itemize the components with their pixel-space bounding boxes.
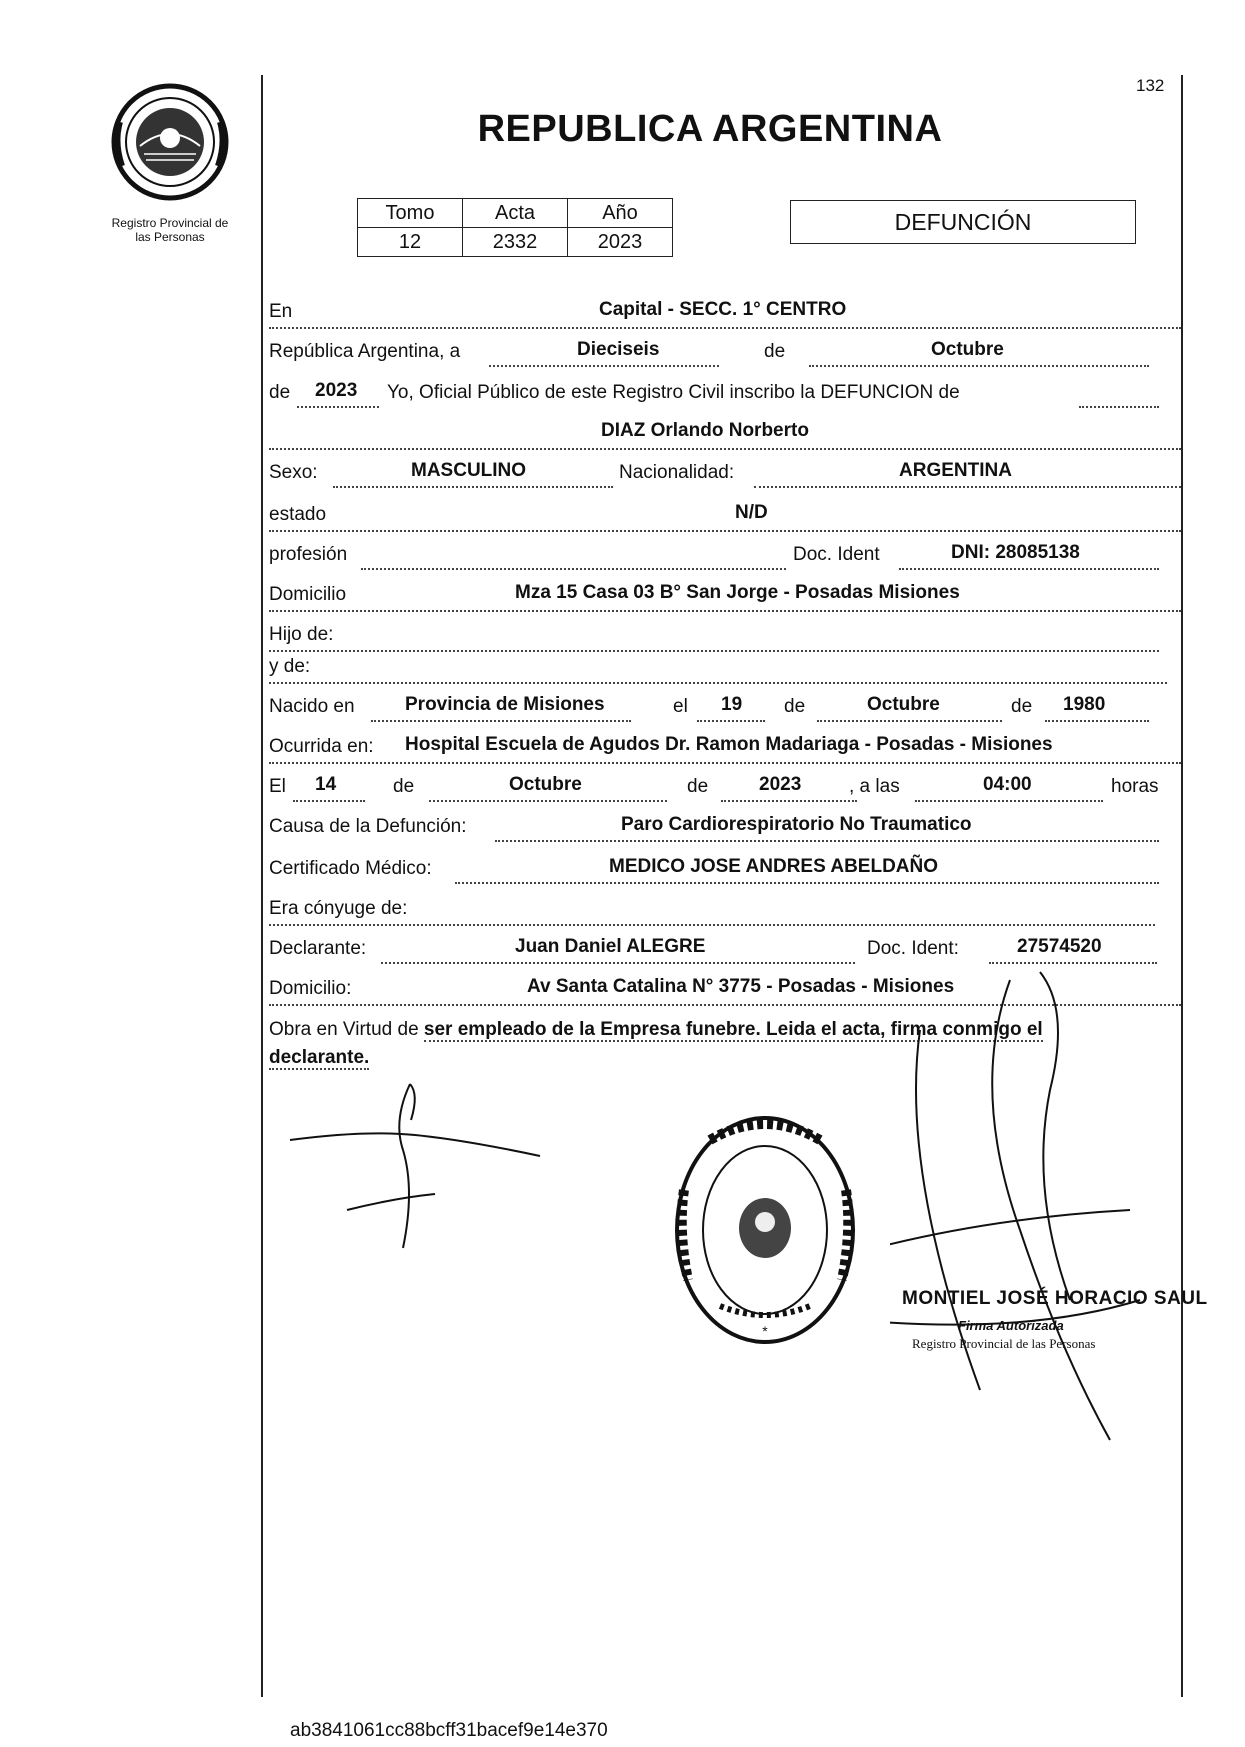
nacido-label: Nacido en xyxy=(269,696,355,717)
authority-signature xyxy=(890,970,1150,1450)
causa-value: Paro Cardiorespiratorio No Traumatico xyxy=(621,814,972,835)
official-stamp xyxy=(670,1110,860,1350)
authority-registry: Registro Provincial de las Personas xyxy=(912,1336,1096,1351)
dia-line xyxy=(489,365,719,367)
sexo-value: MASCULINO xyxy=(411,460,527,481)
registry-line-2: las Personas xyxy=(135,230,205,244)
conyuge-label: Era cónyuge de: xyxy=(269,898,408,919)
mes-value: Octubre xyxy=(931,339,1004,360)
causa-line xyxy=(495,840,1159,842)
doc-value: DNI: 28085138 xyxy=(951,542,1080,563)
record-number-table xyxy=(357,198,673,257)
republica-label: República Argentina, a xyxy=(269,341,461,362)
row-estado xyxy=(269,500,1181,532)
row-declarante xyxy=(269,934,1181,964)
declarante-line xyxy=(381,962,855,964)
decl-doc-label: Doc. Ident: xyxy=(867,938,959,959)
authority-name: MONTIEL JOSÉ HORACIO SAUL xyxy=(902,1288,1208,1309)
declarante-label: Declarante: xyxy=(269,938,367,959)
def-anio-line xyxy=(721,800,857,802)
def-dia-value: 14 xyxy=(315,774,337,795)
nombre-value: DIAZ Orlando Norberto xyxy=(601,420,809,441)
estado-label: estado xyxy=(269,504,327,525)
def-mes-line xyxy=(429,800,667,802)
decl-dom-label: Domicilio: xyxy=(269,978,352,999)
ano-header: Año xyxy=(568,199,673,228)
row-yde xyxy=(269,652,1167,684)
row-causa xyxy=(269,812,1181,842)
oficial-text: Yo, Oficial Público de este Registro Civil inscribo la DEFUNCION de xyxy=(387,382,960,403)
obra-end: declarante. xyxy=(269,1047,370,1068)
def-anio-value: 2023 xyxy=(759,774,802,795)
nacionalidad-label: Nacionalidad: xyxy=(619,462,735,483)
yde-label: y de: xyxy=(269,656,311,677)
def-dia-line xyxy=(293,800,365,802)
page-number: 132 xyxy=(1136,76,1165,95)
province-seal-logo xyxy=(110,82,230,202)
domicilio-value: Mza 15 Casa 03 B° San Jorge - Posadas Misiones xyxy=(515,582,960,603)
profesion-line xyxy=(361,568,786,570)
decl-dom-value: Av Santa Catalina N° 3775 - Posadas - Misiones xyxy=(527,976,955,997)
doc-line xyxy=(899,568,1159,570)
document-hash: ab3841061cc88bcff31bacef9e14e370 xyxy=(290,1720,608,1741)
svg-text:*: * xyxy=(762,1323,768,1339)
registry-label xyxy=(90,216,250,244)
row-oficial xyxy=(269,378,1181,408)
dia-value: Dieciseis xyxy=(577,339,660,360)
row-ocurrida xyxy=(269,732,1181,764)
nac-anio-value: 1980 xyxy=(1063,694,1106,715)
profesion-label: profesión xyxy=(269,544,348,565)
decl-doc-line xyxy=(989,962,1157,964)
acta-value: 2332 xyxy=(463,228,568,257)
ocurrida-value: Hospital Escuela de Agudos Dr. Ramon Madariaga - Posadas - Misiones xyxy=(405,734,1053,755)
en-label: En xyxy=(269,301,293,322)
row-fecha-defuncion xyxy=(269,772,1181,802)
nac-de2-label: de xyxy=(1011,696,1033,717)
hijo-label: Hijo de: xyxy=(269,624,334,645)
nac-mes-value: Octubre xyxy=(867,694,940,715)
registry-line-1: Registro Provincial de xyxy=(111,216,229,230)
nac-mes-line xyxy=(817,720,1002,722)
nac-dia-value: 19 xyxy=(721,694,743,715)
nac-anio-line xyxy=(1045,720,1149,722)
hora-line xyxy=(915,800,1103,802)
authority-role: Firma Autorizada xyxy=(958,1318,1064,1333)
doc-label: Doc. Ident xyxy=(793,544,880,565)
tomo-header: Tomo xyxy=(358,199,463,228)
obra-prefix: Obra en Virtud de xyxy=(269,1019,419,1040)
sexo-label: Sexo: xyxy=(269,462,318,483)
row-nacido xyxy=(269,692,1181,722)
document-title: REPUBLICA ARGENTINA xyxy=(477,108,943,150)
row-nombre xyxy=(269,418,1181,450)
hora-value: 04:00 xyxy=(983,774,1032,795)
obra-text: ser empleado de la Empresa funebre. Leida el acta, firma conmigo el xyxy=(423,1019,1043,1040)
nac-de1-label: de xyxy=(784,696,806,717)
def-mes-value: Octubre xyxy=(509,774,582,795)
certificado-label: Certificado Médico: xyxy=(269,858,432,879)
record-type-box: DEFUNCIÓN xyxy=(790,200,1136,244)
domicilio-label: Domicilio xyxy=(269,584,347,605)
nacionalidad-value: ARGENTINA xyxy=(899,460,1012,481)
sexo-line xyxy=(333,486,613,488)
certificado-line xyxy=(455,882,1159,884)
el2-label: El xyxy=(269,776,286,797)
mes-line xyxy=(809,365,1149,367)
alas-label: , a las xyxy=(849,776,900,797)
causa-label: Causa de la Defunción: xyxy=(269,816,467,837)
oficial-line xyxy=(1079,406,1159,408)
declarant-signature xyxy=(285,1080,545,1250)
def-de1-label: de xyxy=(393,776,415,797)
row-fecha xyxy=(269,337,1181,367)
nacido-lugar-line xyxy=(371,720,631,722)
nac-dia-line xyxy=(697,720,765,722)
en-value: Capital - SECC. 1° CENTRO xyxy=(599,299,847,320)
row-conyuge xyxy=(269,894,1155,926)
row-en xyxy=(269,297,1181,329)
nacionalidad-line xyxy=(754,486,1181,488)
de-anio-label: de xyxy=(269,382,291,403)
row-certificado xyxy=(269,854,1181,884)
el-label: el xyxy=(673,696,688,717)
de-label: de xyxy=(764,341,786,362)
row-profesion xyxy=(269,540,1181,570)
tomo-value: 12 xyxy=(358,228,463,257)
acta-header: Acta xyxy=(463,199,568,228)
ano-value: 2023 xyxy=(568,228,673,257)
decl-doc-value: 27574520 xyxy=(1017,936,1102,957)
anio-line xyxy=(297,406,379,408)
horas-label: horas xyxy=(1111,776,1159,797)
row-hijo xyxy=(269,620,1159,652)
estado-value: N/D xyxy=(735,502,768,523)
row-sexo xyxy=(269,458,1181,488)
def-de2-label: de xyxy=(687,776,709,797)
anio-value: 2023 xyxy=(315,380,358,401)
certificado-value: MEDICO JOSE ANDRES ABELDAÑO xyxy=(609,856,939,877)
left-margin-rule xyxy=(261,75,263,1697)
nacido-lugar-value: Provincia de Misiones xyxy=(405,694,605,715)
ocurrida-label: Ocurrida en: xyxy=(269,736,374,757)
right-margin-rule xyxy=(1181,75,1183,1697)
declarante-value: Juan Daniel ALEGRE xyxy=(515,936,706,957)
row-domicilio xyxy=(269,580,1181,612)
